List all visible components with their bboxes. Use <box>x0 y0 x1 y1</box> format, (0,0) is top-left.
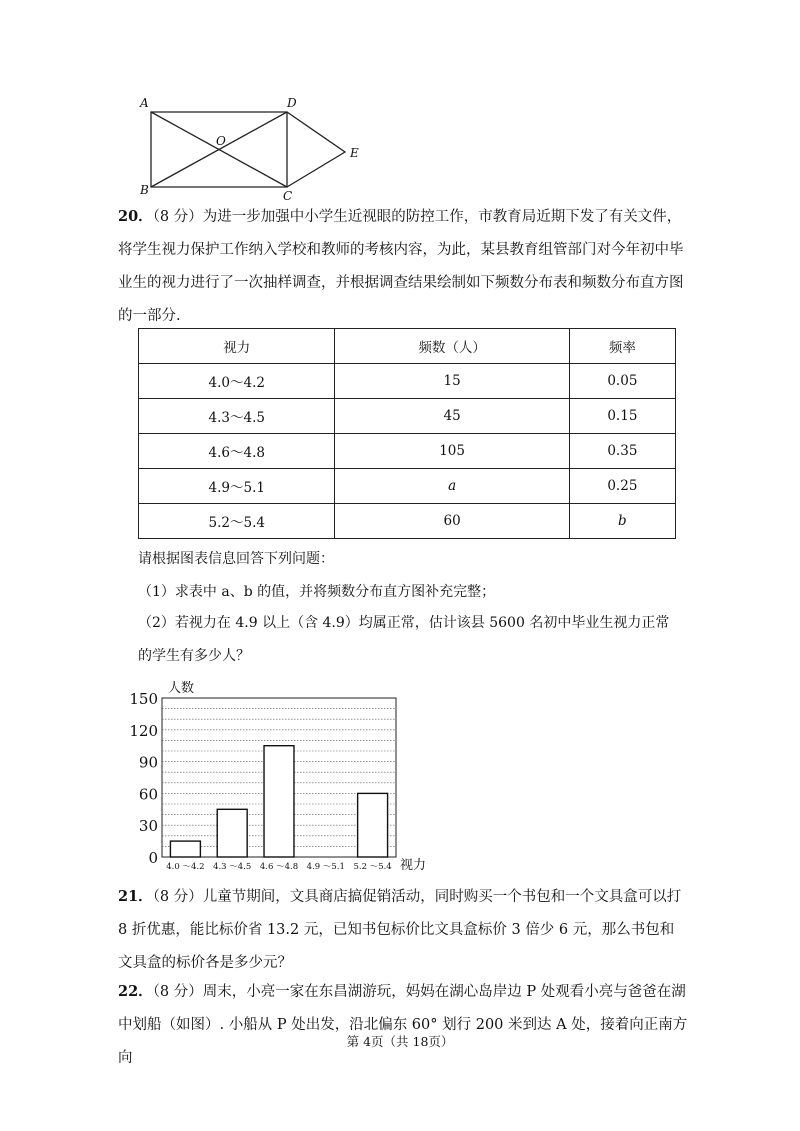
table-cell: b <box>569 504 675 539</box>
table-cell: 0.05 <box>569 364 675 399</box>
y-tick-label: 30 <box>138 817 158 836</box>
table-cell: 60 <box>335 504 569 539</box>
table-cell: 0.25 <box>569 469 675 504</box>
header-frequency-count: 频数（人） <box>335 329 569 364</box>
y-tick-label: 60 <box>138 785 158 804</box>
label-o: O <box>216 134 226 148</box>
label-d: D <box>287 96 297 110</box>
table-row <box>139 504 676 539</box>
table-cell: 45 <box>335 399 569 434</box>
table-header-row <box>139 329 676 364</box>
question-20-part-2: （2）若视力在 4.9 以上（含 4.9）均属正常，估计该县 5600 名初中毕业生视力正常的学生有多少人？ <box>138 615 670 664</box>
question-20 <box>118 200 688 333</box>
question-22 <box>118 975 688 1075</box>
x-tick-label: 4.3 ～4.5 <box>213 862 252 872</box>
table-cell: 4.9～5.1 <box>139 469 335 504</box>
bar <box>264 746 294 857</box>
x-tick-label: 4.6 ～4.8 <box>259 862 299 872</box>
x-tick-label: 5.2 ～5.4 <box>353 862 392 872</box>
label-e: E <box>350 146 359 160</box>
table-cell: 4.6～4.8 <box>139 434 335 469</box>
question-20-part-1: （1）求表中 a、b 的值，并将频数分布直方图补充完整； <box>138 584 496 600</box>
question-21-number: 21． <box>118 888 153 905</box>
table-cell: 5.2～5.4 <box>139 504 335 539</box>
table-cell: 0.15 <box>569 399 675 434</box>
label-a: A <box>140 96 149 110</box>
question-22-number: 22． <box>118 983 153 1000</box>
page-footer: 第 4页（共 18页） <box>346 1034 454 1049</box>
label-c: C <box>283 189 293 203</box>
geometry-figure <box>130 92 370 202</box>
y-tick-label: 120 <box>129 721 158 740</box>
question-20-number: 20． <box>118 208 153 225</box>
bar <box>358 793 388 857</box>
question-21-text: （8 分）儿童节期间，文具商店搞促销活动，同时购买一个书包和一个文具盒可以打 8 折优惠，能比标价省 13.2 元，已知书包标价比文具盒标价 3 倍少 6 元，那么书包和文具盒的标价各是多少元？ <box>118 889 682 971</box>
question-20-prompt: 请根据图表信息回答下列问题： <box>138 551 334 567</box>
x-axis-label: 视力 <box>400 858 427 873</box>
y-axis-label: 人数 <box>168 681 195 696</box>
table-row <box>139 469 676 504</box>
table-cell: 4.0～4.2 <box>139 364 335 399</box>
table-cell: 4.3～4.5 <box>139 399 335 434</box>
question-20-text: （8 分）为进一步加强中小学生近视眼的防控工作，市教育局近期下发了有关文件，将学生视力保护工作纳入学校和教师的考核内容，为此，某县教育组管部门对今年初中毕业生的视力进行了一次抽样调查，并根据调查结果绘制如下频数分布表和频数分布直方图的一部分. <box>118 209 684 324</box>
table-cell: 105 <box>335 434 569 469</box>
label-b: B <box>140 183 149 197</box>
question-21 <box>118 880 688 980</box>
table-cell: 0.35 <box>569 434 675 469</box>
question-22-text: （8 分）周末，小亮一家在东昌湖游玩，妈妈在湖心岛岸边 P 处观看小亮与爸爸在湖中划船（如图）. 小船从 P 处出发，沿北偏东 60° 划行 200 米到达 A 处，接着向正南方向 <box>118 984 688 1066</box>
table-row <box>139 399 676 434</box>
table-cell: 15 <box>335 364 569 399</box>
header-frequency-rate: 频率 <box>569 329 675 364</box>
x-tick-label: 4.0 ～4.2 <box>166 862 205 872</box>
table-row <box>139 364 676 399</box>
bar <box>217 809 247 857</box>
y-tick-label: 150 <box>129 690 158 708</box>
y-tick-label: 0 <box>148 849 158 867</box>
table-row <box>139 434 676 469</box>
x-tick-label: 4.9 ～5.1 <box>306 862 345 872</box>
table-cell: a <box>335 469 569 504</box>
y-tick-label: 90 <box>138 753 158 772</box>
histogram-chart <box>129 676 438 876</box>
header-vision: 视力 <box>139 329 335 364</box>
bar <box>170 841 200 857</box>
frequency-table <box>138 328 676 539</box>
